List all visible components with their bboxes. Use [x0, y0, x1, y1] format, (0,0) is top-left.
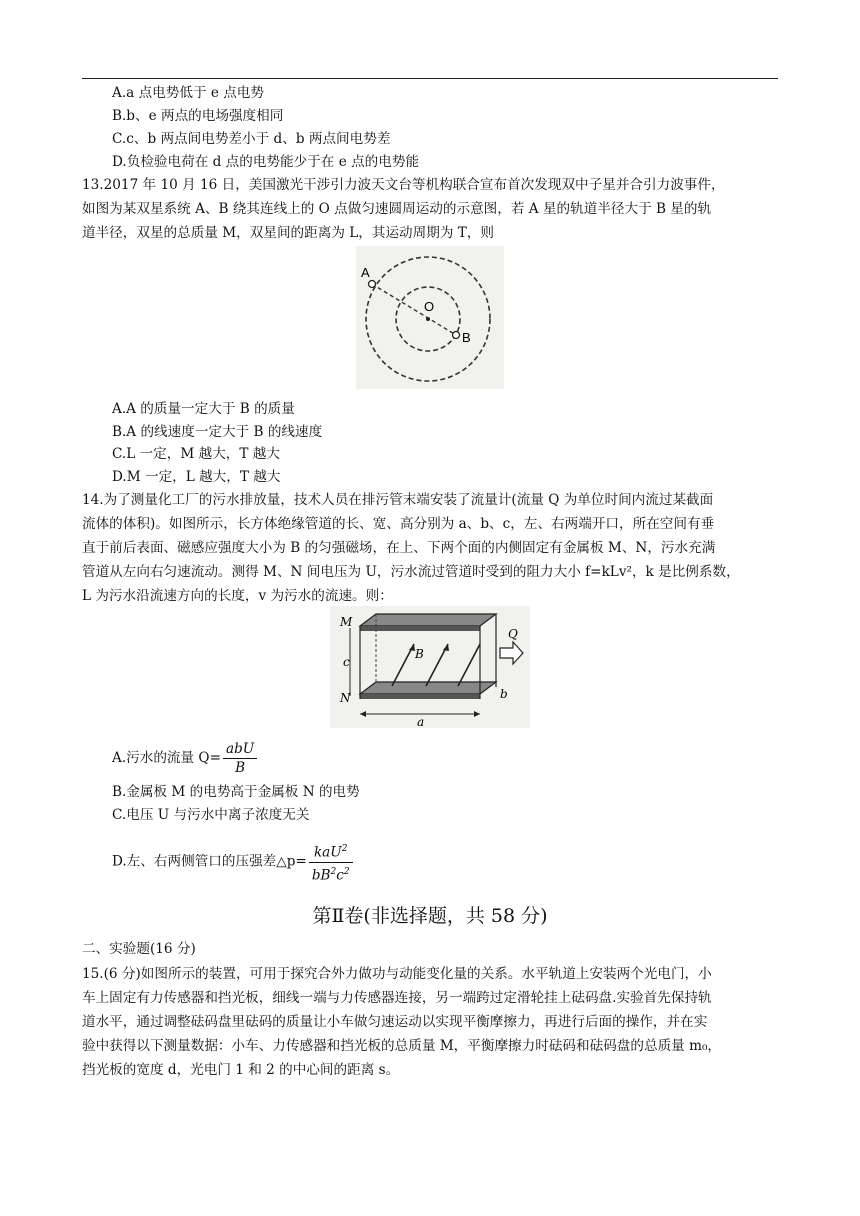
- q14-option-d-numerator: kaU: [313, 844, 342, 861]
- label-a: a: [417, 715, 425, 728]
- q14-stem-line3: 直于前后表面、磁感应强度大小为 B 的匀强磁场，在上、下两个面的内侧固定有金属板 M、N，污水充满: [82, 540, 716, 556]
- q15-stem-line4: 验中获得以下测量数据：小车、力传感器和挡光板的总质量 M，平衡摩擦力时砝码和砝码盘的总质量 m₀，: [82, 1038, 722, 1054]
- star-b: [453, 332, 460, 339]
- label-o: O: [424, 299, 435, 314]
- q15-stem-line3: 道水平，通过调整砝码盘里砝码的质量让小车做匀速运动以实现平衡摩擦力，再进行后面的操作，并在实: [82, 1014, 708, 1030]
- q14-option-c: C.电压 U 与污水中离子浓度无关: [112, 807, 310, 823]
- q14-option-d-prefix: D.左、右两侧管口的压强差△p=: [112, 853, 307, 870]
- b-field-arrow-3: [458, 644, 480, 686]
- q14-option-d-denom-part2: c: [336, 867, 344, 884]
- q14-option-b: B.金属板 M 的电势高于金属板 N 的电势: [112, 784, 360, 800]
- q14-option-d-formula: [309, 840, 353, 884]
- section2-title: 二、实验题(16 分): [82, 941, 196, 957]
- q14-stem-line5: L 为污水沿流速方向的长度，v 为污水的流速。则：: [82, 588, 393, 604]
- label-b: b: [500, 687, 508, 701]
- q13-stem-line1: 13.2017 年 10 月 16 日，美国激光干涉引力波天文台等机构联合宣布首次发现双中子星并合引力波事件，: [82, 177, 725, 193]
- label-a: A: [361, 265, 370, 280]
- part2-heading: 第Ⅱ卷(非选择题，共 58 分): [312, 905, 548, 927]
- label-n: N: [340, 691, 351, 705]
- q14-option-d-denom-exp1: 2: [330, 866, 337, 877]
- b-field-arrow-1: [392, 644, 414, 686]
- q13-option-d: D.M 一定，L 越大，T 越大: [112, 469, 281, 485]
- q15-stem-line1: 15.(6 分)如图所示的装置，可用于探究合外力做功与动能变化量的关系。水平轨道上安装两个光电门，小: [82, 966, 712, 982]
- q12-option-a: A.a 点电势低于 e 点电势: [112, 85, 264, 101]
- q13-stem-line2: 如图为某双星系统 A、B 绕其连线上的 O 点做匀速圆周运动的示意图，若 A 星的轨道半径大于 B 星的轨: [82, 201, 712, 217]
- q14-stem-line2: 流体的体积)。如图所示，长方体绝缘管道的长、宽、高分别为 a、b、c，左、右两端开口，所在空间有垂: [82, 516, 715, 532]
- flowmeter-figure: [330, 606, 530, 728]
- q14-option-a-numerator: abU: [223, 740, 257, 759]
- label-b: B: [462, 330, 471, 345]
- q14-option-d-num-exp: 2: [341, 844, 348, 854]
- flow-arrow: [500, 642, 523, 664]
- q15-stem-line2: 车上固定有力传感器和挡光板，细线一端与力传感器连接，另一端跨过定滑轮挂上砝码盘.实验首先保持轨: [82, 990, 712, 1006]
- star-a: [369, 281, 376, 288]
- q12-option-d: D.负检验电荷在 d 点的电势能少于在 e 点的电势能: [112, 154, 420, 170]
- label-b-field: B: [415, 647, 424, 661]
- q13-option-a: A.A 的质量一定大于 B 的质量: [112, 401, 295, 417]
- b-field-arrow-2: [426, 644, 448, 686]
- q13-option-b: B.A 的线速度一定大于 B 的线速度: [112, 424, 323, 440]
- q14-option-a: [112, 740, 812, 777]
- label-q: Q: [508, 627, 518, 641]
- q12-option-b: B.b、e 两点的电场强度相同: [112, 108, 284, 124]
- center-o: [426, 317, 430, 321]
- q14-option-d: [112, 840, 812, 884]
- q14-option-a-denominator: B: [235, 760, 246, 776]
- q15-stem-line5: 挡光板的宽度 d，光电门 1 和 2 的中心间的距离 s。: [82, 1062, 400, 1078]
- q14-option-d-denom-exp2: 2: [343, 866, 350, 877]
- label-c: c: [343, 655, 350, 669]
- q13-stem-line3: 道半径，双星的总质量 M，双星间的距离为 L，其运动周期为 T，则: [82, 225, 495, 241]
- q14-option-d-denom-part1: bB: [311, 867, 331, 884]
- q14-stem-line1: 14.为了测量化工厂的污水排放量，技术人员在排污管末端安装了流量计(流量 Q 为单位时间内流过某截面: [82, 492, 714, 508]
- q14-option-a-formula: [223, 740, 257, 777]
- label-m: M: [340, 615, 353, 629]
- header-rule: [82, 78, 778, 79]
- q13-option-c: C.L 一定，M 越大，T 越大: [112, 446, 280, 462]
- q12-option-c: C.c、b 两点间电势差小于 d、b 两点间电势差: [112, 131, 391, 147]
- q14-stem-line4: 管道从左向右匀速流动。测得 M、N 间电压为 U，污水流过管道时受到的阻力大小 f=kLv²，k 是比例系数，: [82, 564, 740, 580]
- q14-option-a-prefix: A.污水的流量 Q=: [112, 750, 221, 766]
- binary-star-figure: [356, 246, 504, 389]
